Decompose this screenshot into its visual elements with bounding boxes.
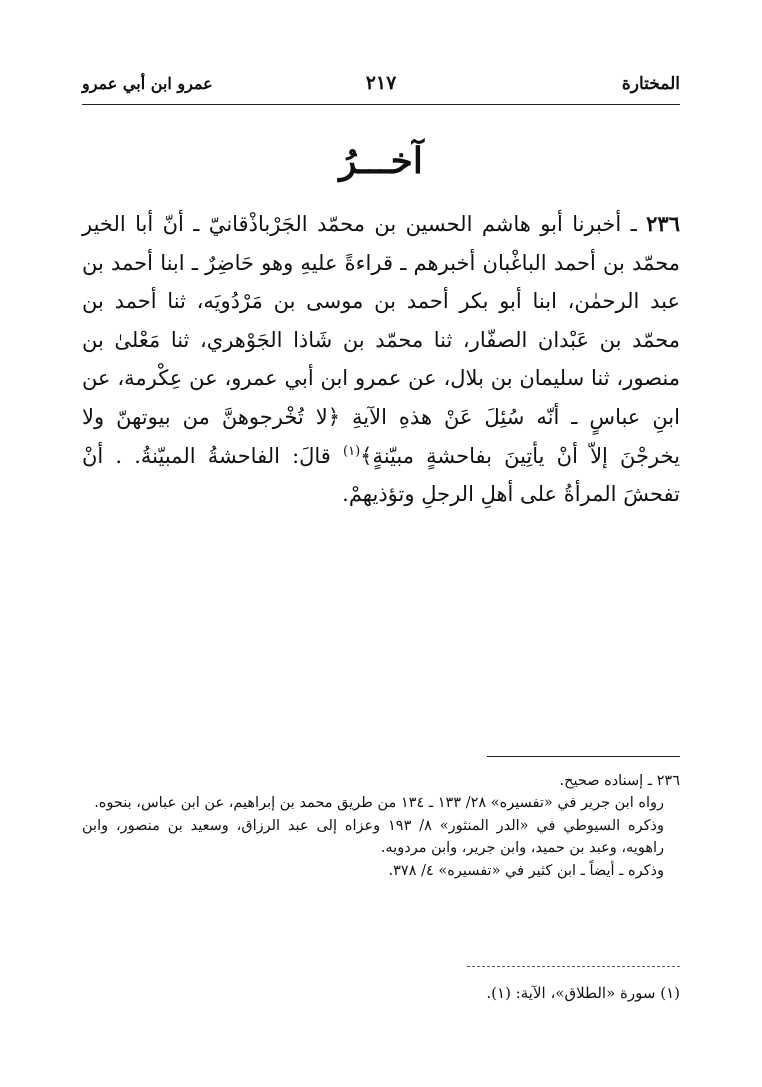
- hadith-body: ـ أخبرنا أبو هاشم الحسين بن محمّد الجَرْباذْقانيّ ـ أنّ أبا الخير محمّد بن أحمد الباغْبان أخبرهم ـ قراءةً عليهِ وهو حَاضِرٌ ـ ابنا أحمد بن عبد الرحمٰن، ابنا أبو بكر أحمد بن موسى بن مَرْدُويَه، ثنا أحمد بن محمّد بن عَبْدان الصفّار، ثنا محمّد بن شَاذا الجَوْهري، ثنا مَعْلىٰ بن منصور، ثنا سليمان بن بلال، عن عمرو ابن أبي عمرو، عن عِكْرمة، عن ابنِ عباسٍ ـ أنّه سُئِلَ عَنْ هذهِ الآيةِ ﴿لا تُخْرجوهنَّ من بيوتهنّ ولا يخرجْنَ إلاّ أنْ يأتِينَ بفاحشةٍ مبيّنةٍ﴾: [82, 212, 680, 468]
- page-header: [82, 74, 680, 102]
- header-divider: [82, 104, 680, 105]
- footnote-line: وذكره ـ أيضاً ـ ابن كثير في «تفسيره» ٤/ ٣٧٨.: [388, 862, 664, 879]
- footnote-line: وذكره السيوطي في «الدر المنثور» ٨/ ١٩٣ وعزاه إلى عبد الرزاق، وسعيد بن منصور، وابن راهويه، وعبد بن حميد، وابن جرير، وابن مردويه.: [82, 817, 664, 857]
- footnote-line: ٢٣٦ ـ إسناده صحيح.: [559, 773, 680, 789]
- footnote-line: رواه ابن جرير في «تفسيره» ٢٨/ ١٣٣ ـ ١٣٤ من طريق محمد بن إبراهيم، عن ابن عباس، بنحوه.: [94, 795, 664, 812]
- hadith-text: [82, 205, 680, 514]
- footnote-divider: [487, 756, 680, 757]
- note-marker: (١): [343, 443, 361, 459]
- section-heading: آخـــرُ: [339, 140, 423, 182]
- hadith-body-end: قالَ: الفاحشةُ المبيّنةُ. . أنْ تفحشَ المرأةُ على أهلِ الرجلِ وتؤذيهمْ.: [82, 443, 680, 507]
- book-title: المختارة: [621, 74, 680, 94]
- endnote: (١) سورة «الطلاق»، الآية: (١).: [486, 984, 680, 1002]
- endnote-divider: [467, 966, 680, 967]
- chapter-title: عمرو ابن أبي عمرو: [82, 74, 213, 93]
- page-number: ٢١٧: [365, 72, 397, 94]
- hadith-number: ٢٣٦: [646, 211, 680, 236]
- footnotes: [82, 770, 680, 882]
